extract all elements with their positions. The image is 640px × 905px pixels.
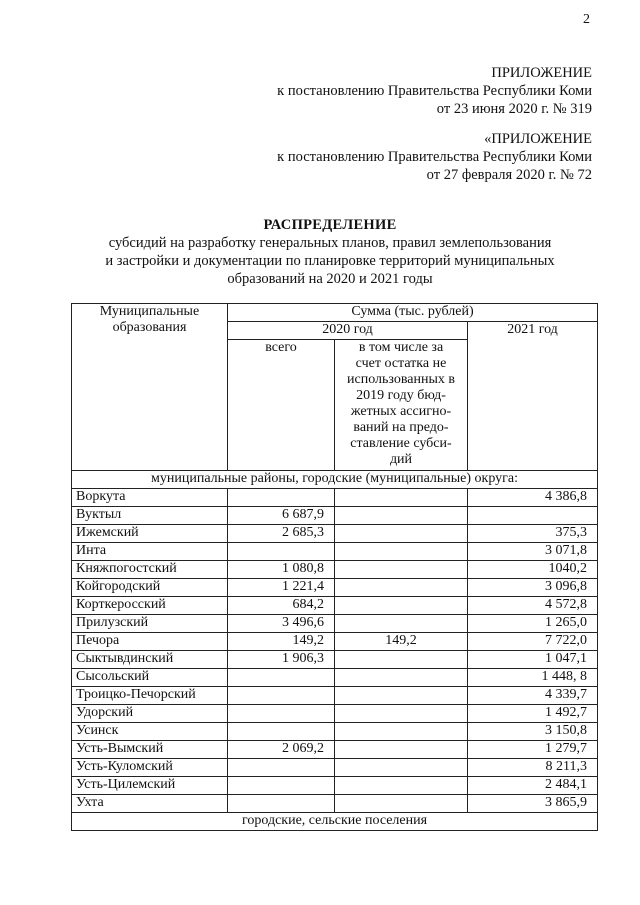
year-2021-value: 1 279,7 <box>468 741 598 759</box>
total-2020-value: 6 687,9 <box>228 507 335 525</box>
header-including-line: в том числе за <box>358 340 444 355</box>
municipality-name: Ухта <box>72 795 228 813</box>
header-including-line: ставление субси- <box>350 436 452 451</box>
total-2020-value: 2 069,2 <box>228 741 335 759</box>
year-2021-value: 4 386,8 <box>468 489 598 507</box>
municipality-name: Корткеросский <box>72 597 228 615</box>
including-2020-value <box>335 705 468 723</box>
title-line: образований на 2020 и 2021 годы <box>227 271 433 287</box>
municipality-name: Печора <box>72 633 228 651</box>
page-number: 2 <box>583 12 590 27</box>
total-2020-value <box>228 759 335 777</box>
total-2020-value <box>228 489 335 507</box>
including-2020-value <box>335 579 468 597</box>
including-2020-value <box>335 669 468 687</box>
total-2020-value <box>228 705 335 723</box>
title-line: и застройки и документации по планировке территорий муниципальных <box>105 253 555 269</box>
municipality-name: Койгородский <box>72 579 228 597</box>
year-2021-value: 3 096,8 <box>468 579 598 597</box>
total-2020-value: 1 906,3 <box>228 651 335 669</box>
year-2021-value: 1 047,1 <box>468 651 598 669</box>
total-2020-value <box>228 687 335 705</box>
municipality-name: Троицко-Печорский <box>72 687 228 705</box>
table-row <box>72 579 598 597</box>
total-2020-value: 2 685,3 <box>228 525 335 543</box>
table-row <box>72 525 598 543</box>
year-2021-value <box>468 507 598 525</box>
table-row <box>72 741 598 759</box>
approval-original-title: «ПРИЛОЖЕНИЕ <box>484 131 592 147</box>
header-municipality-line: образования <box>112 320 187 335</box>
title-line: субсидий на разработку генеральных планов, правил землепользования <box>108 235 552 251</box>
municipality-name: Княжпогостский <box>72 561 228 579</box>
header-including-line: 2019 году бюд- <box>356 388 446 403</box>
total-2020-value <box>228 795 335 813</box>
municipality-name: Усинск <box>72 723 228 741</box>
section-row <box>72 813 598 831</box>
total-2020-value: 1 221,4 <box>228 579 335 597</box>
total-2020-value: 3 496,6 <box>228 615 335 633</box>
total-2020-value <box>228 669 335 687</box>
table-row <box>72 777 598 795</box>
header-including-line: ваний на предо- <box>353 420 449 435</box>
municipality-name: Инта <box>72 543 228 561</box>
header-year-2021: 2021 год <box>468 322 598 471</box>
header-municipality-line: Муниципальные <box>99 304 200 319</box>
table-row <box>72 687 598 705</box>
table-row <box>72 759 598 777</box>
including-2020-value <box>335 651 468 669</box>
table-header-row <box>72 304 598 322</box>
approval-current-title: ПРИЛОЖЕНИЕ <box>491 65 592 81</box>
title-heading: РАСПРЕДЕЛЕНИЕ <box>263 217 397 233</box>
including-2020-value <box>335 795 468 813</box>
section-row <box>72 471 598 489</box>
header-sum: Сумма (тыс. рублей) <box>228 304 598 322</box>
table-row <box>72 597 598 615</box>
including-2020-value <box>335 615 468 633</box>
year-2021-value: 4 339,7 <box>468 687 598 705</box>
including-2020-value <box>335 489 468 507</box>
including-2020-value: 149,2 <box>335 633 468 651</box>
including-2020-value <box>335 507 468 525</box>
including-2020-value <box>335 777 468 795</box>
table-row <box>72 705 598 723</box>
table-row <box>72 507 598 525</box>
year-2021-value: 4 572,8 <box>468 597 598 615</box>
year-2021-value: 7 722,0 <box>468 633 598 651</box>
year-2021-value: 375,3 <box>468 525 598 543</box>
including-2020-value <box>335 759 468 777</box>
total-2020-value <box>228 723 335 741</box>
year-2021-value: 3 071,8 <box>468 543 598 561</box>
including-2020-value <box>335 687 468 705</box>
table-row <box>72 543 598 561</box>
total-2020-value <box>228 543 335 561</box>
header-including-line: жетных ассигно- <box>350 404 452 419</box>
year-2021-value: 1 265,0 <box>468 615 598 633</box>
municipality-name: Сысольский <box>72 669 228 687</box>
section-districts: муниципальные районы, городские (муниципальные) округа: <box>72 471 598 489</box>
municipality-name: Удорский <box>72 705 228 723</box>
header-including-line: дий <box>389 452 413 467</box>
section-settlements: городские, сельские поселения <box>72 813 598 831</box>
municipality-name: Прилузский <box>72 615 228 633</box>
year-2021-value: 8 211,3 <box>468 759 598 777</box>
table-row <box>72 633 598 651</box>
total-2020-value <box>228 777 335 795</box>
including-2020-value <box>335 525 468 543</box>
table-row <box>72 651 598 669</box>
including-2020-value <box>335 741 468 759</box>
year-2021-value: 3 150,8 <box>468 723 598 741</box>
municipality-name: Сыктывдинский <box>72 651 228 669</box>
header-including-line: счет остатка не <box>355 356 447 371</box>
including-2020-value <box>335 597 468 615</box>
approval-original-date: от 27 февраля 2020 г. № 72 <box>426 167 592 183</box>
table-row <box>72 669 598 687</box>
header-including <box>335 340 468 471</box>
total-2020-value: 149,2 <box>228 633 335 651</box>
header-including-line: использованных в <box>347 372 455 387</box>
total-2020-value: 684,2 <box>228 597 335 615</box>
total-2020-value: 1 080,8 <box>228 561 335 579</box>
table-row <box>72 561 598 579</box>
municipality-name: Ижемский <box>72 525 228 543</box>
distribution-table <box>71 303 598 831</box>
header-municipality <box>72 304 228 471</box>
municipality-name: Усть-Вымский <box>72 741 228 759</box>
including-2020-value <box>335 543 468 561</box>
municipality-name: Воркута <box>72 489 228 507</box>
municipality-name: Усть-Куломский <box>72 759 228 777</box>
municipality-name: Вуктыл <box>72 507 228 525</box>
year-2021-value: 3 865,9 <box>468 795 598 813</box>
approval-block-current <box>277 64 592 118</box>
municipality-name: Усть-Цилемский <box>72 777 228 795</box>
table-row <box>72 795 598 813</box>
header-total: всего <box>228 340 335 471</box>
year-2021-value: 1 448, 8 <box>468 669 598 687</box>
including-2020-value <box>335 723 468 741</box>
table-row <box>72 489 598 507</box>
year-2021-value: 1040,2 <box>468 561 598 579</box>
year-2021-value: 1 492,7 <box>468 705 598 723</box>
approval-current-date: от 23 июня 2020 г. № 319 <box>436 101 592 117</box>
year-2021-value: 2 484,1 <box>468 777 598 795</box>
approval-original-decree: к постановлению Правительства Республики Коми <box>277 149 592 165</box>
header-year-2020: 2020 год <box>228 322 468 340</box>
approval-block-original <box>277 130 592 184</box>
document-title <box>70 216 590 288</box>
including-2020-value <box>335 561 468 579</box>
table-row <box>72 615 598 633</box>
table-row <box>72 723 598 741</box>
approval-current-decree: к постановлению Правительства Республики Коми <box>277 83 592 99</box>
